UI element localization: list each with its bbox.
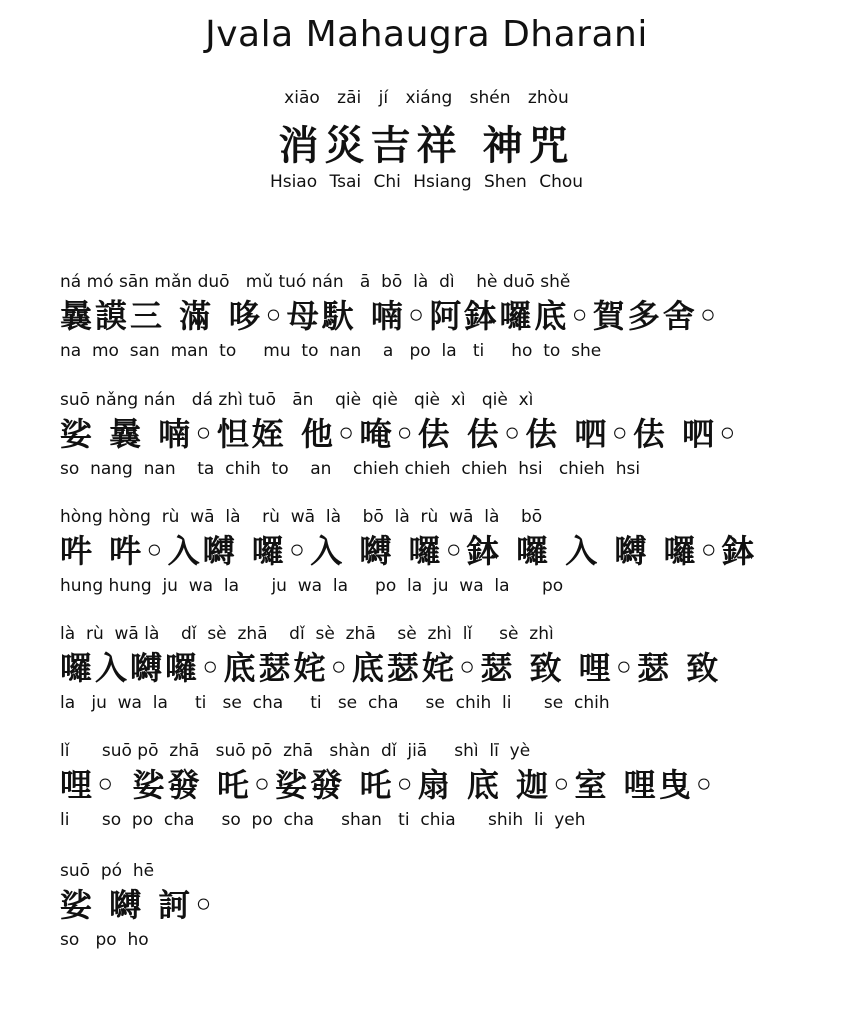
stanza-4 bbox=[60, 620, 800, 718]
stanza-wade-giles: so po ho bbox=[60, 930, 149, 950]
stanza-hanzi: 哩◦ 娑發 吒◦娑發 吒◦扇 底 迦◦室 哩曳◦ bbox=[60, 766, 718, 804]
stanza-hanzi: 娑 曩 喃◦怛姪 他◦唵◦佉 佉◦佉 呬◦佉 呬◦ bbox=[60, 415, 741, 453]
stanza-wade-giles: li so po cha so po cha shan ti chia shih li yeh bbox=[60, 810, 586, 830]
heading-pinyin: xiāo zāi jí xiáng shén zhòu bbox=[284, 88, 569, 108]
stanza-pinyin: suō pó hē bbox=[60, 861, 155, 881]
stanza-6 bbox=[60, 857, 800, 955]
stanza-pinyin: suō nǎng nán dá zhì tuō ān qiè qiè qiè xì qiè xì bbox=[60, 390, 534, 410]
stanza-hanzi: 曩謨三 滿 哆◦母馱 喃◦阿鉢囉底◦賀多舍◦ bbox=[60, 297, 722, 335]
stanza-hanzi: 娑 嚩 訶◦ bbox=[60, 886, 217, 924]
stanza-pinyin: hòng hòng rù wā là rù wā là bō là rù wā là bō bbox=[60, 507, 543, 527]
stanza-pinyin: ná mó sān mǎn duō mǔ tuó nán ā bō là dì hè duō shě bbox=[60, 272, 571, 292]
stanza-wade-giles: hung hung ju wa la ju wa la po la ju wa la po bbox=[60, 576, 564, 596]
heading-wade-giles: Hsiao Tsai Chi Hsiang Shen Chou bbox=[269, 172, 584, 192]
stanza-wade-giles: la ju wa la ti se cha ti se cha se chih li se chih bbox=[60, 693, 610, 713]
page-title: Jvala Mahaugra Dharani bbox=[205, 14, 648, 55]
heading-hanzi: 消災吉祥 神咒 bbox=[278, 123, 575, 169]
stanza-hanzi: 吽 吽◦入嚩 囉◦入 嚩 囉◦鉢 囉 入 嚩 囉◦鉢 bbox=[60, 532, 757, 570]
stanza-1 bbox=[60, 268, 800, 366]
stanza-2 bbox=[60, 386, 800, 484]
stanza-wade-giles: so nang nan ta chih to an chieh chieh chieh hsi chieh hsi bbox=[60, 459, 641, 479]
stanza-pinyin: lǐ suō pō zhā suō pō zhā shàn dǐ jiā shì lī yè bbox=[60, 741, 531, 761]
stanza-wade-giles: na mo san man to mu to nan a po la ti ho to she bbox=[60, 341, 602, 361]
stanza-3 bbox=[60, 503, 800, 601]
stanza-hanzi: 囉入嚩囉◦底瑟姹◦底瑟姹◦瑟 致 哩◦瑟 致 bbox=[60, 649, 722, 687]
stanza-5 bbox=[60, 737, 800, 835]
stanza-pinyin: là rù wā là dǐ sè zhā dǐ sè zhā sè zhì lǐ sè zhì bbox=[60, 624, 554, 644]
